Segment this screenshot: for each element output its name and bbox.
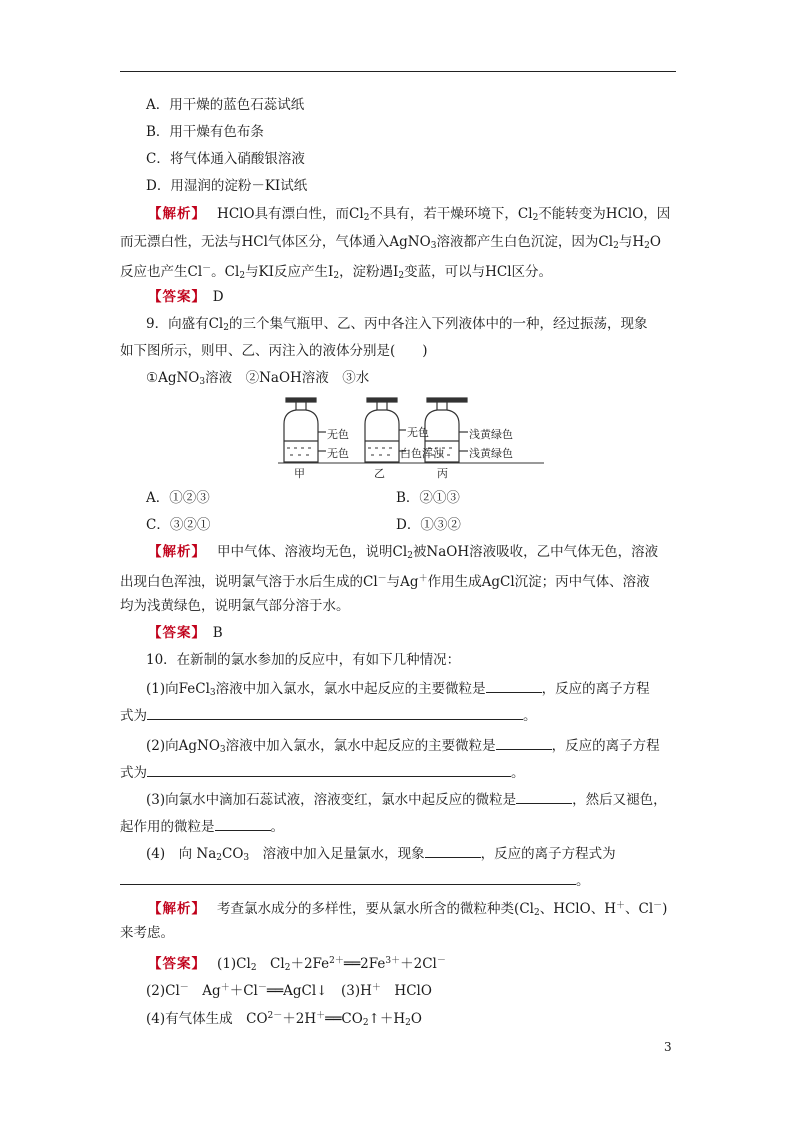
page-number: 3 <box>664 1040 672 1054</box>
answer-blank[interactable] <box>147 705 523 720</box>
jar1-bottom-label: 无色 <box>327 447 349 460</box>
q8-analysis-line-1: 【解析】 HClO具有漂白性，而$Cl_2$不具有，若干燥环境下，$Cl_2$不能转变为HClO，因 <box>148 206 671 223</box>
q10-analysis-line-2: 来考虑。 <box>120 925 174 941</box>
jar2-liquid-hatch <box>368 448 392 455</box>
q10-answer-line-1: 【答案】 $(1)Cl_2$ $Cl_2+2Fe^{2+}══2Fe^{3+}+2Cl^-$ <box>148 956 446 973</box>
gas-jars-figure <box>276 396 546 482</box>
q10-part-4-cont: 。 <box>120 870 590 890</box>
analysis-tag: 【解析】 <box>148 544 200 560</box>
answer-tag: 【答案】 <box>148 289 200 305</box>
q10-part-1: (1)向FeCl$_3$溶液中加入氯水，氯水中起反应的主要微粒是 ，反应的离子方程 <box>146 678 650 702</box>
jar1-body <box>284 410 318 462</box>
answer-blank[interactable] <box>425 843 481 858</box>
q10-answer-line-2: (2)Cl－ Ag＋＋Cl－══AgCl↓ (3)H＋ HClO <box>146 983 432 999</box>
q9-liquids: ①AgNO$_3$溶液 ②NaOH溶液 ③水 <box>146 370 370 387</box>
jar2-neck <box>377 402 387 410</box>
q9-analysis-line-3: 均为浅黄绿色，说明氯气部分溶于水。 <box>120 598 350 614</box>
answer-blank[interactable] <box>496 735 552 750</box>
jar2-top-label: 无色 <box>407 426 429 439</box>
q10-analysis-line-1: 【解析】 考查氯水成分的多样性，要从氯水所含的微粒种类($Cl_2$、HClO、H＋、Cl－) <box>148 901 668 918</box>
q10-answer-line-3: (4)有气体生成 $CO^{2-}+2H^+══CO_2↑+H_2O$ <box>146 1011 422 1028</box>
q10-stem: 10．在新制的氯水参加的反应中，有如下几种情况： <box>146 652 461 668</box>
q10-part-3: (3)向氯水中滴加石蕊试液，溶液变红，氯水中起反应的微粒是 ，然后又褪色， <box>146 789 667 809</box>
q10-part-2-cont: 式为 。 <box>120 762 525 782</box>
jar2-body <box>365 410 399 462</box>
answer-tag: 【答案】 <box>148 956 200 972</box>
header-rule <box>120 71 676 72</box>
jar2-lid <box>367 398 397 402</box>
q8-option-d: D．用湿润的淀粉－KI试纸 <box>146 178 308 194</box>
jar1-lid <box>286 398 316 402</box>
analysis-tag: 【解析】 <box>148 901 200 917</box>
q9-stem-line-2: 如下图所示，则甲、乙、丙注入的液体分别是( ) <box>120 343 428 359</box>
jar3-top-label: 浅黄绿色 <box>469 428 513 441</box>
jar1-name: 甲 <box>294 467 305 480</box>
q8-analysis-line-3: 反应也产生Cl－。$Cl_2$与KI反应产生$I_2$，淀粉遇$I_2$变蓝，可以与HCl区分。 <box>120 264 553 281</box>
jar2-name: 乙 <box>374 467 385 480</box>
q8-analysis-line-2: 而无漂白性，无法与HCl气体区分，气体通入AgNO$_3$溶液都产生白色沉淀，因为$Cl_2$与$H_2O$ <box>120 234 661 251</box>
q9-analysis-line-1: 【解析】 甲中气体、溶液均无色，说明$Cl_2$被NaOH溶液吸收，乙中气体无色，溶液 <box>148 544 659 561</box>
q9-option-d: D．①③② <box>396 517 461 533</box>
jar3-bottom-label: 浅黄绿色 <box>469 447 513 460</box>
q9-option-c: C．③②① <box>146 517 211 533</box>
q8-option-b: B．用干燥有色布条 <box>146 124 264 140</box>
jar2-bottom-label: 白色浑浊 <box>400 447 444 460</box>
q10-part-4: (4) 向 $Na_2CO_3$ 溶液中加入足量氯水，现象 ，反应的离子方程式为 <box>146 843 616 867</box>
q10-part-1-cont: 式为 。 <box>120 705 537 725</box>
analysis-tag: 【解析】 <box>148 206 200 222</box>
q8-option-a: A．用干燥的蓝色石蕊试纸 <box>146 97 305 113</box>
q10-part-3-cont: 起作用的微粒是 。 <box>120 816 284 836</box>
jar1-top-label: 无色 <box>327 428 349 441</box>
jar3-lid <box>427 398 467 402</box>
q9-answer: 【答案】 B <box>148 625 223 641</box>
answer-blank[interactable] <box>486 678 542 693</box>
q9-stem-line-1: 9．向盛有$Cl_2$的三个集气瓶甲、乙、丙中各注入下列液体中的一种，经过振荡，现象 <box>146 316 648 333</box>
q10-part-2: (2)向AgNO$_3$溶液中加入氯水，氯水中起反应的主要微粒是 ，反应的离子方程 <box>146 735 660 759</box>
jar3-name: 丙 <box>437 467 448 480</box>
q9-analysis-line-2: 出现白色浑浊，说明氯气溶于水后生成的Cl－与Ag＋作用生成AgCl沉淀；丙中气体、溶液 <box>120 574 650 590</box>
answer-blank[interactable] <box>120 870 576 885</box>
answer-blank[interactable] <box>516 789 572 804</box>
jar1-neck <box>296 402 306 410</box>
jar3-neck <box>437 402 447 410</box>
q8-answer: 【答案】 D <box>148 289 224 305</box>
q8-option-c: C．将气体通入硝酸银溶液 <box>146 151 305 167</box>
answer-blank[interactable] <box>147 762 511 777</box>
answer-tag: 【答案】 <box>148 625 200 641</box>
jar1-liquid-hatch <box>287 448 311 455</box>
answer-blank[interactable] <box>215 816 271 831</box>
q9-option-b: B．②①③ <box>396 490 460 506</box>
q9-option-a: A．①②③ <box>146 490 210 506</box>
